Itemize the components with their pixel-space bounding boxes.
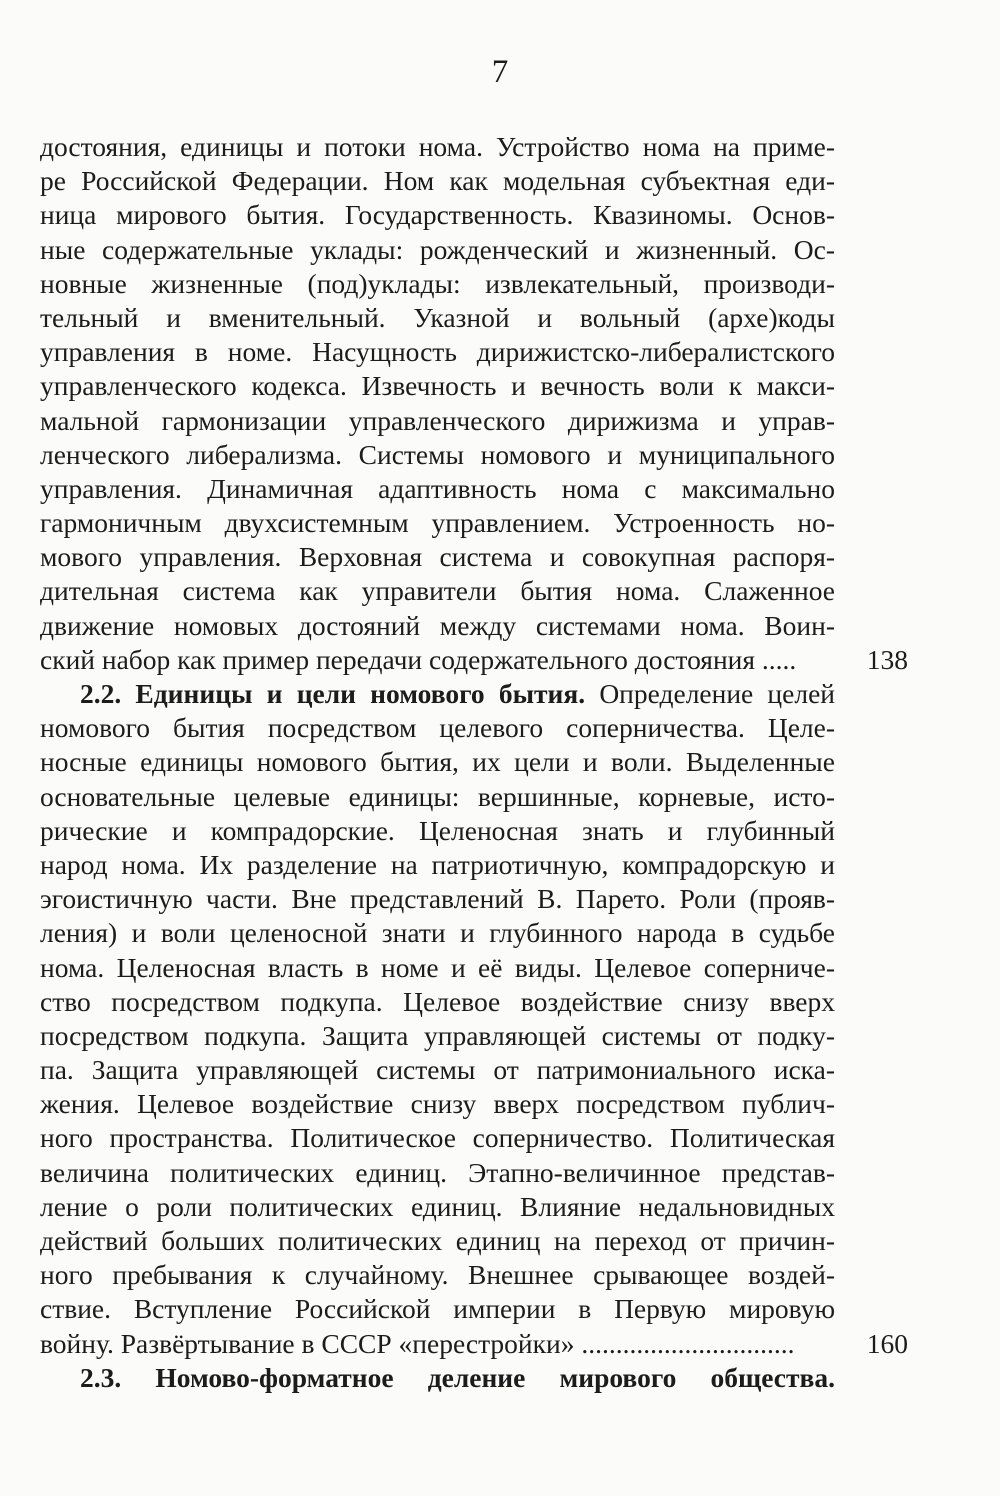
toc-line: движение номовых достояний между системами нома. Воин- [40, 609, 835, 641]
toc-heading-rest: Определение целей [585, 678, 835, 709]
toc-line-first [40, 677, 835, 711]
toc-line: ление о роли политических единиц. Влияние недальновидных [40, 1190, 835, 1222]
toc-page-ref: 138 [866, 643, 908, 675]
toc-line: действий больших политических единиц на переход от причин- [40, 1225, 835, 1256]
toc-line: войну. Развёртывание в СССР «перестройки» ............................... [40, 1327, 795, 1359]
toc-line: номового бытия посредством целевого соперничества. Целе- [40, 712, 835, 744]
toc-line: управления в номе. Насущность дирижистско-либералистского [40, 336, 835, 368]
toc-line: величина политических единиц. Этапно-величинное представ- [40, 1156, 835, 1188]
toc-entry-continuation [40, 130, 908, 677]
toc-line: ствие. Вступление Российской империи в Первую мировую [40, 1293, 835, 1325]
toc-line-first [40, 1361, 835, 1395]
toc-line: носные единицы номового бытия, их цели и воли. Выделенные [40, 746, 835, 778]
toc-line: достояния, единицы и потоки нома. Устройство нома на приме- [40, 131, 835, 162]
toc-line: эгоистичную части. Вне представлений В. Парето. Роли (прояв- [40, 883, 835, 915]
toc-line: ного пространства. Политическое соперничество. Политическая [40, 1122, 835, 1154]
toc-line: ленческого либерализма. Системы номового и муниципального [40, 438, 835, 470]
page-number: 7 [491, 54, 509, 90]
toc-line: народ нома. Их разделение на патриотичную, компрадорскую и [40, 848, 835, 880]
toc-line: новные жизненные (под)уклады: извлекательный, производи- [40, 267, 835, 299]
toc-line: тельный и вменительный. Указной и вольный (архе)коды [40, 301, 835, 333]
toc-line: дительная система как управители бытия нома. Слаженное [40, 575, 835, 607]
toc-line: мового управления. Верховная система и совокупная распоря- [40, 541, 835, 573]
toc-line: мальной гармонизации управленческого дирижизма и управ- [40, 404, 835, 436]
toc-line: посредством подкупа. Защита управляющей системы от подку- [40, 1019, 835, 1051]
table-of-contents [40, 130, 908, 1395]
toc-line: ре Российской Федерации. Ном как модельная субъектная еди- [40, 165, 835, 197]
toc-line: нома. Целеносная власть в номе и её виды. Целевое соперниче- [40, 951, 835, 983]
toc-line: ные содержательные уклады: рожденческий и жизненный. Ос- [40, 233, 835, 265]
toc-page-ref: 160 [866, 1327, 908, 1359]
toc-line: ного пребывания к случайному. Внешнее срывающее воздей- [40, 1259, 835, 1291]
toc-line: управленческого кодекса. Извечность и вечность воли к макси- [40, 370, 835, 402]
toc-line: па. Защита управляющей системы от патримониального иска- [40, 1054, 835, 1086]
toc-line: ница мирового бытия. Государственность. Квазиномы. Основ- [40, 199, 835, 231]
toc-line: жения. Целевое воздействие снизу вверх посредством публич- [40, 1088, 835, 1120]
toc-heading: 2.3. Номово-форматное деление мирового общества. [80, 1361, 835, 1393]
toc-line: ления) и воли целеносной знати и глубинного народа в судьбе [40, 917, 835, 949]
toc-line: ский набор как пример передачи содержательного достояния ..... [40, 643, 797, 675]
toc-entry-2-2 [40, 677, 908, 1361]
toc-entry-2-3 [40, 1361, 908, 1395]
toc-line: ство посредством подкупа. Целевое воздействие снизу вверх [40, 985, 835, 1017]
toc-line: рические и компрадорские. Целеносная знать и глубинный [40, 814, 835, 846]
toc-line: управления. Динамичная адаптивность нома с максимально [40, 472, 835, 504]
toc-line: основательные целевые единицы: вершинные, корневые, исто- [40, 780, 835, 812]
toc-line: гармоничным двухсистемным управлением. Устроенность но- [40, 507, 835, 539]
toc-heading: 2.2. Единицы и цели номового бытия. [80, 678, 586, 709]
